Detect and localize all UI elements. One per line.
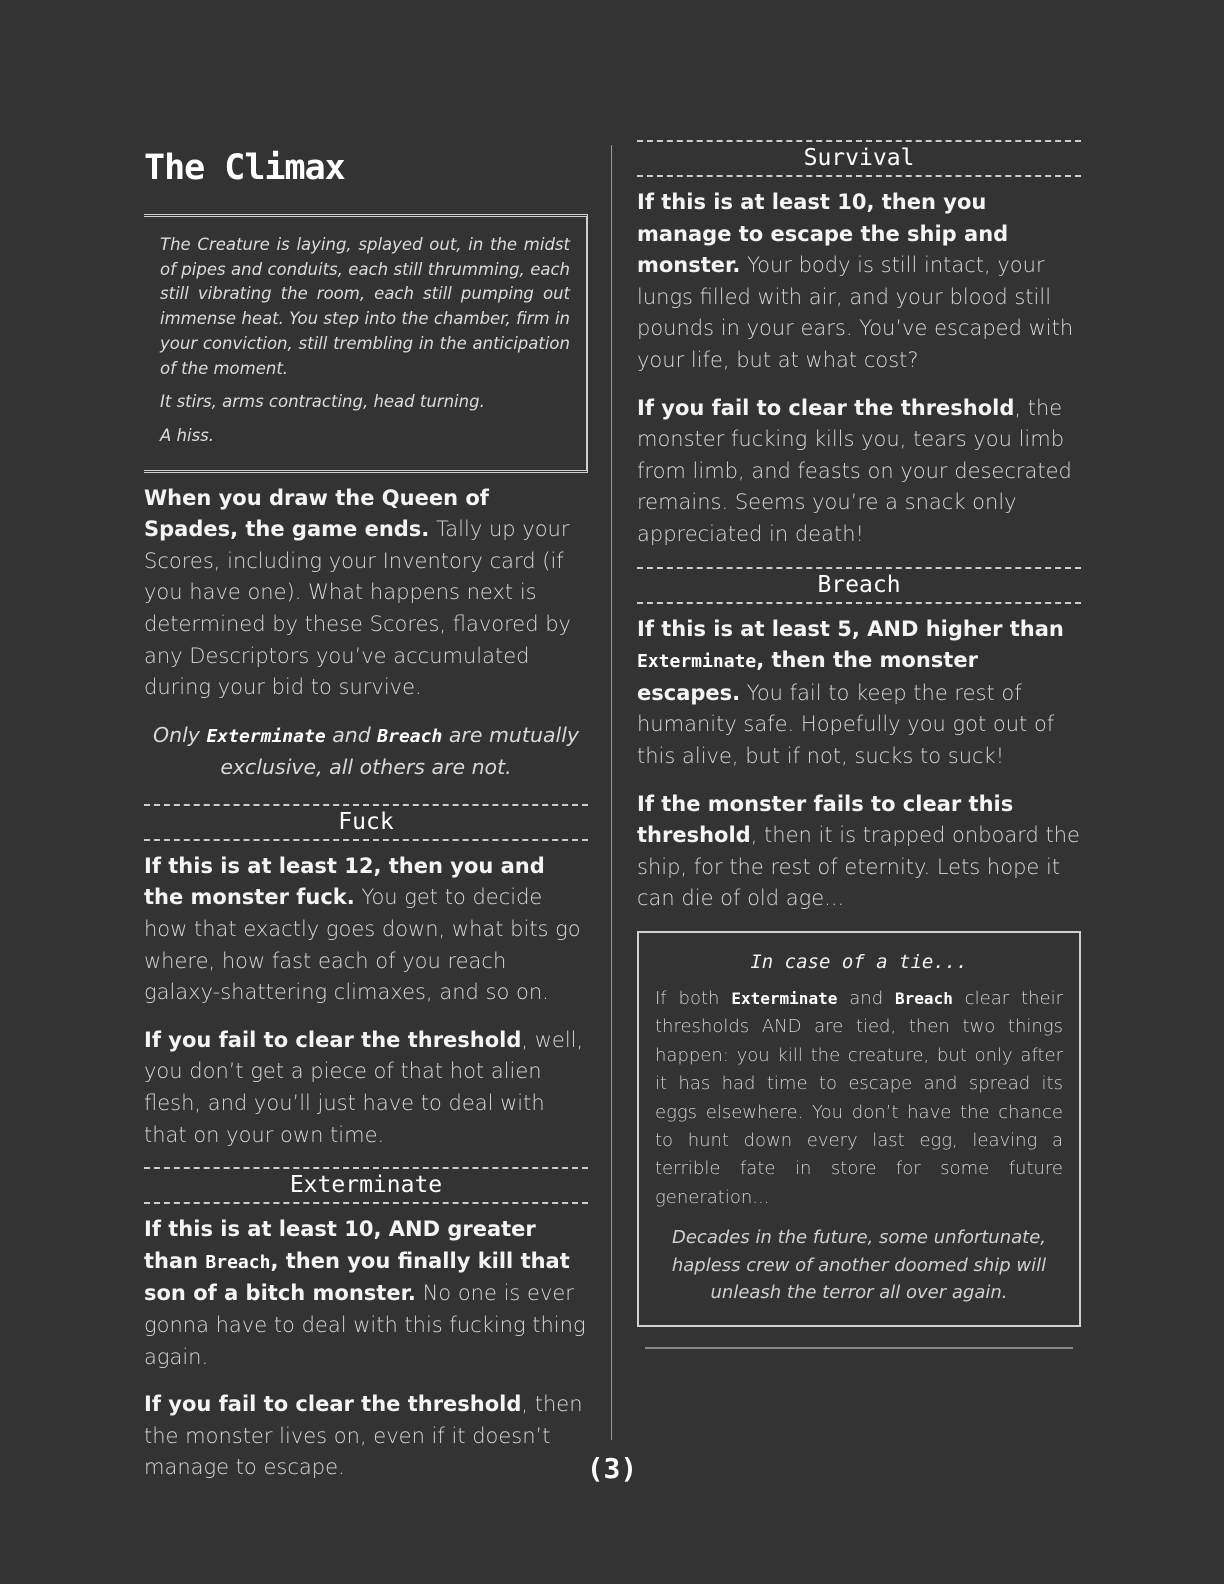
survival-success-paragraph (637, 187, 1081, 377)
tie-term-breach: Breach (895, 988, 953, 1008)
end-game-text: Tally up your Scores, including your Inventory card (if you have one). What happens next is determined by these Scores, flavored by any Descriptors you’ve accumulated during your bid to survive. (144, 517, 571, 700)
breach-fail-text: , then it is trapped onboard the ship, for the rest of eternity. Lets hope it can die of old age... (637, 823, 1080, 911)
section-heading-exterminate (144, 1167, 588, 1204)
tie-paragraph (655, 985, 1063, 1212)
end-rule (645, 1347, 1073, 1349)
note-term-breach: Breach (377, 725, 443, 747)
survival-success-text: Your body is still intact, your lungs filled with air, and your blood still pounds in your ears. You’ve escaped with your life, but at what cost? (637, 253, 1074, 372)
breach-fail-bold: If the monster fails to clear this threshold (637, 791, 1014, 848)
page-number: (3) (586, 1452, 638, 1485)
right-column (637, 140, 1081, 1349)
tie-title: In case of a tie... (750, 950, 968, 973)
breach-success-paragraph (637, 614, 1081, 773)
note-prefix: Only (152, 722, 207, 747)
survival-success-bold: If this is at least 10, then you manage to escape the ship and monster. (637, 190, 1009, 278)
tie-mid: and (837, 987, 896, 1009)
fuck-success-text: You get to decide how that exactly goes down, what bits go where, how fast each of you reach galaxy-shattering climaxes, and so on. (144, 885, 581, 1005)
breach-term-exterminate: Exterminate (637, 651, 757, 673)
section-heading-survival (637, 140, 1081, 177)
exterminate-fail-bold: If you fail to clear the threshold (144, 1392, 522, 1417)
intro-paragraph: The Creature is laying, splayed out, in the midst of pipes and conduits, each still thrumming, each still vibrating the room, each still pumping out immense heat. You step into the chamber, firm in your conviction, still trembling in the anticipation of the moment. (160, 235, 570, 378)
intro-paragraph: It stirs, arms contracting, head turning. (160, 392, 485, 412)
page-title: The Climax (144, 148, 345, 188)
tie-text: clear their thresholds AND are tied, then two things happen: you kill the creature, but only after it has had time to escape and spread its eggs elsewhere. You don’t have the chance to hunt down every last egg, leaving a terrible fate in store for some future generation... (655, 987, 1063, 1208)
survival-fail-paragraph (637, 393, 1081, 551)
exclusive-note (144, 720, 588, 782)
exterminate-success-bold: , then you finally kill that son of a bitch monster. (144, 1248, 570, 1306)
end-game-bold: When you draw the Queen of Spades, the game ends. (144, 485, 489, 542)
fuck-success-bold: If this is at least 12, then you and the monster fuck. (144, 853, 545, 910)
breach-success-text: You fail to keep the rest of humanity safe. Hopefully you got out of this alive, but if not, sucks to suck! (637, 680, 1055, 768)
breach-success-bold: , then the monster escapes. (637, 648, 978, 705)
exterminate-success-paragraph (144, 1214, 588, 1373)
exterminate-term-breach: Breach (205, 1251, 271, 1273)
tie-box (637, 931, 1081, 1327)
tie-flavor-text: Decades in the future, some unfortunate, hapless crew of another doomed ship will unleash the terror all over again. (671, 1227, 1047, 1304)
intro-box (144, 214, 588, 473)
section-title: Fuck (338, 808, 394, 835)
section-heading-breach (637, 567, 1081, 604)
survival-fail-bold: If you fail to clear the threshold (637, 395, 1015, 420)
note-term-exterminate: Exterminate (206, 725, 326, 747)
breach-fail-paragraph (637, 789, 1081, 915)
section-title: Exterminate (289, 1172, 443, 1199)
section-heading-fuck (144, 804, 588, 841)
tie-prefix: If both (655, 987, 732, 1009)
breach-success-bold: If this is at least 5, AND higher than (637, 616, 1064, 641)
note-mid: and (325, 722, 378, 747)
fuck-fail-text: , well, you don’t get a piece of that hot alien flesh, and you’ll just have to deal with that on your own time. (144, 1027, 584, 1147)
section-title: Survival (803, 145, 915, 171)
fuck-success-paragraph (144, 851, 588, 1009)
tie-term-exterminate: Exterminate (731, 988, 838, 1008)
section-title: Breach (817, 571, 901, 598)
exterminate-success-bold: If this is at least 10, AND greater than (144, 1217, 536, 1273)
exterminate-fail-text: , then the monster lives on, even if it doesn’t manage to escape. (144, 1392, 583, 1480)
survival-fail-text: , the monster fucking kills you, tears you limb from limb, and feasts on your desecrated remains. Seems you’re a snack only appreciated in death! (637, 395, 1072, 546)
intro-paragraph: A hiss. (160, 425, 215, 445)
left-column (144, 140, 588, 1500)
exterminate-success-text: No one is ever gonna have to deal with this fucking thing again. (144, 1281, 586, 1369)
fuck-fail-paragraph (144, 1025, 588, 1151)
fuck-fail-bold: If you fail to clear the threshold (144, 1027, 522, 1052)
note-suffix: are mutually exclusive, all others are not. (220, 722, 580, 779)
end-game-paragraph (144, 483, 588, 704)
column-divider (611, 145, 612, 1440)
